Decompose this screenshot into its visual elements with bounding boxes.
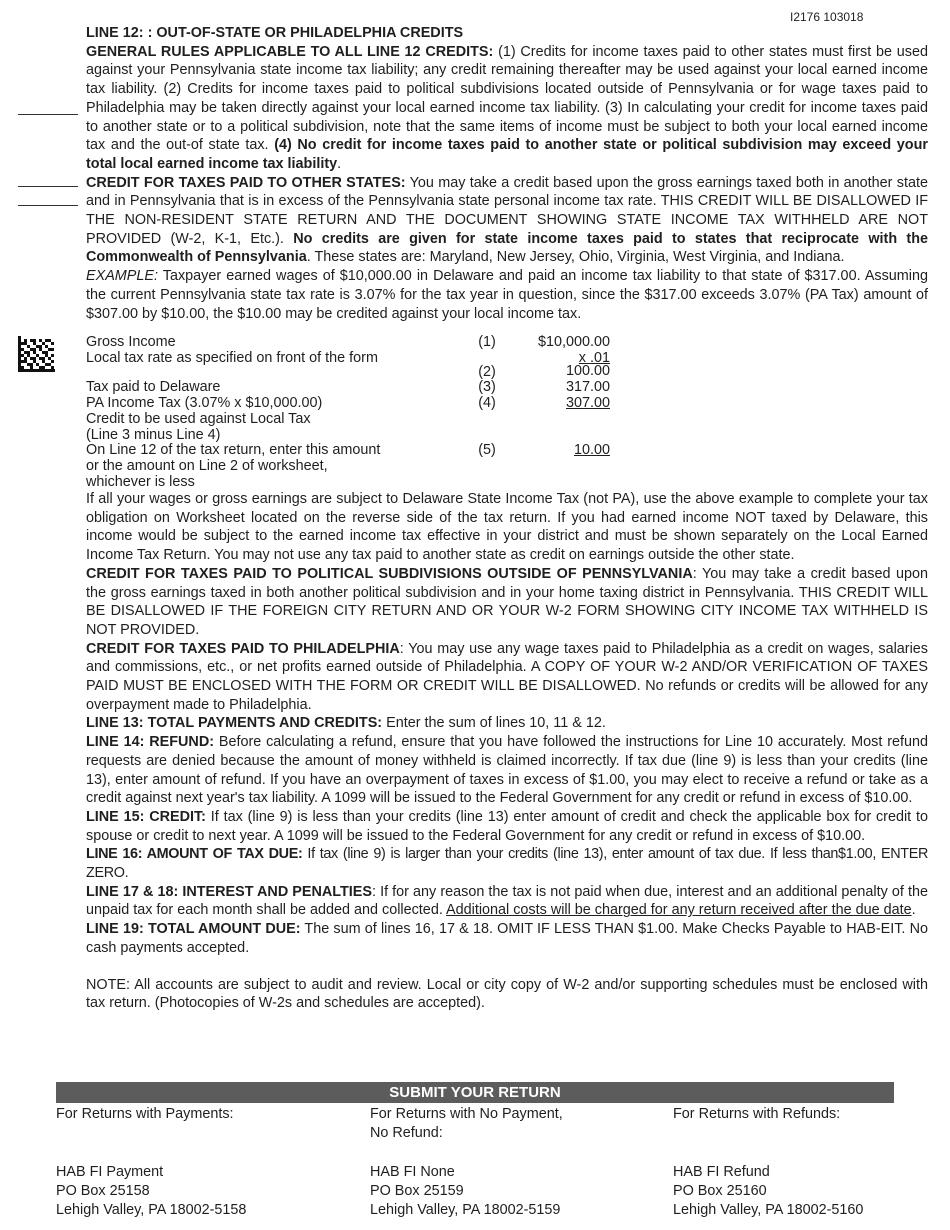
delaware-num: (3) [478, 379, 496, 395]
payments-box: PO Box 25158 [56, 1183, 150, 1200]
qr-code-icon [18, 336, 55, 372]
line1718-underline: Additional costs will be charged for any return received after the due date [446, 902, 912, 919]
local-rate-value: x .01 [578, 350, 610, 366]
refunds-city: Lehigh Valley, PA 18002-5160 [673, 1202, 864, 1219]
pa-tax-label: PA Income Tax (3.07% x $10,000.00) [86, 395, 323, 411]
payments-city: Lehigh Valley, PA 18002-5158 [56, 1202, 247, 1219]
no-payment-box: PO Box 25159 [370, 1183, 464, 1200]
line16-heading: LINE 16: AMOUNT OF TAX DUE: [86, 846, 303, 863]
gross-income-value: $10,000.00 [537, 334, 610, 350]
no-payment-heading-1: For Returns with No Payment, [370, 1106, 563, 1122]
line5-num: (5) [478, 442, 496, 458]
gross-income-label: Gross Income [86, 334, 176, 350]
address-no-payment [370, 1105, 650, 1221]
line5-label-3: whichever is less [86, 474, 195, 490]
other-states-heading: CREDIT FOR TAXES PAID TO OTHER STATES: [86, 174, 406, 191]
philadelphia-text: : You may use any wage taxes paid to Philadelphia as a credit on wages, salaries and commissions, etc., or net profits earned outside of Philadelphia. A COPY OF YOUR W-2 AND/OR VERIFICATION OF TAXES PAID MUST BE ENCLOSED WITH THE FORM OR CREDIT WILL BE DISALLOWED. No refunds or credits will be allowed for any overpayment made to Philadelphia. [86, 640, 928, 713]
line19-heading: LINE 19: TOTAL AMOUNT DUE: [86, 921, 301, 938]
line15-text: If tax (line 9) is less than your credits (line 13) enter amount of credit and check the applicable box for credit to spouse or credit to next year. A 1099 will be issued to the Federal Government for any credit or refund in excess of $10.00. [86, 808, 928, 844]
delaware-label: Tax paid to Delaware [86, 379, 221, 395]
payments-name: HAB FI Payment [56, 1163, 164, 1180]
no-payment-city: Lehigh Valley, PA 18002-5159 [370, 1202, 561, 1219]
instructions-body [86, 490, 928, 1013]
line5-label-2: or the amount on Line 2 of worksheet, [86, 458, 328, 474]
subdivisions-text: : You may take a credit based upon the gross earnings taxed in both another political subdivision and in your home taxing district in Pennsylvania. THIS CREDIT WILL BE DISALLOWED IF THE FOREIGN CITY RETURN AND OR YOUR W-2 FORM SHOWING CITY INCOME TAX WITHHELD IS NOT PROVIDED. [86, 565, 928, 638]
general-rules-heading: GENERAL RULES APPLICABLE TO ALL LINE 12 CREDITS: [86, 43, 494, 60]
other-states-bold: No credits are given for state income taxes paid to states that reciprocate with the Commonwealth of Pennsylvania [86, 230, 928, 266]
example-label: EXAMPLE: [86, 268, 158, 285]
general-rules-text: (1) Credits for income taxes paid to other states must first be used against your Pennsylvania state income tax liability; any credit remaining thereafter may be used against your local earned income tax liability. (2) Credits for income taxes paid to political subdivisions located outside of Pennsylvania or for wage taxes paid to Philadelphia may be taken directly against your local earned income tax liability. (3) In calculating your credit for income taxes paid to another state or to a political subdivision, note that the same items of income must be subject to both your local earned income tax and the out-of state tax. [86, 43, 928, 154]
crop-mark [18, 205, 78, 206]
delaware-paragraph: If all your wages or gross earnings are subject to Delaware State Income Tax (not PA), use the above example to complete your tax obligation on Worksheet located on the reverse side of the tax return. If you had earned income NOT taxed by Delaware, this income would be subject to the earned income tax effective in your district and must be shown separately on the Local Earned Income Tax Return. You may not use any tax paid to another state as credit on earnings outside the other state. [86, 491, 928, 564]
payments-heading: For Returns with Payments: [56, 1106, 234, 1122]
refunds-box: PO Box 25160 [673, 1183, 767, 1200]
refunds-name: HAB FI Refund [673, 1163, 770, 1180]
gross-income-num: (1) [478, 334, 496, 350]
credit-label-2: (Line 3 minus Line 4) [86, 427, 221, 443]
local-rate-label: Local tax rate as specified on front of the form [86, 350, 378, 366]
general-rules-bold: (4) No credit for income taxes paid to another state or political subdivision may exceed your total local earned income tax liability [86, 137, 928, 172]
no-payment-heading-2: No Refund: [370, 1125, 443, 1142]
line12-heading: LINE 12: : OUT-OF-STATE OR PHILADELPHIA CREDITS [86, 25, 464, 41]
form-id: I2176 103018 [790, 10, 864, 24]
example-text: Taxpayer earned wages of $10,000.00 in Delaware and paid an income tax liability to that state of $317.00. Assuming the current Pennsylvania state tax rate is 3.07% for the tax year in question, since the $317.00 exceeds 3.07% (PA Tax) amount of $307.00 by $10.00, the $10.00 may be credited against your local income tax. [86, 268, 928, 322]
line1718-end: . [911, 902, 916, 919]
line15-heading: LINE 15: CREDIT: [86, 808, 206, 825]
philadelphia-heading: CREDIT FOR TAXES PAID TO PHILADELPHIA [86, 640, 400, 657]
example-table [86, 333, 626, 493]
pa-tax-num: (4) [478, 395, 496, 411]
line2-num: (2) [478, 364, 496, 380]
other-states-text: You may take a credit based upon the gross earnings taxed both in another state and in Pennsylvania that is in excess of the Pennsylvania state personal income tax rate. THIS CREDIT WILL BE DISALLOWED IF THE NON-RESIDENT STATE RETURN AND THE DOCUMENT SHOWING STATE INCOME TAX WITHHELD ARE NOT PROVIDED (W-2, K-1, Etc.). [86, 174, 928, 247]
crop-mark [18, 114, 78, 115]
address-payments [56, 1105, 336, 1221]
line19-text: The sum of lines 16, 17 & 18. OMIT IF LESS THAN $1.00. Make Checks Payable to HAB-EIT. No cash payments accepted. [86, 921, 928, 956]
pa-tax-value: 307.00 [565, 395, 610, 411]
line2-value: 100.00 [565, 363, 610, 379]
submit-return-banner: SUBMIT YOUR RETURN [56, 1082, 894, 1103]
line12-section [86, 24, 928, 323]
refunds-heading: For Returns with Refunds: [673, 1106, 841, 1122]
note-paragraph: NOTE: All accounts are subject to audit and review. Local or city copy of W-2 and/or supporting schedules must be enclosed with tax return. (Photocopies of W-2s and schedules are accepted). [86, 976, 928, 1012]
line14-heading: LINE 14: REFUND: [86, 734, 215, 751]
line14-text: Before calculating a refund, ensure that you have followed the instructions for Line 10 accurately. Most refund requests are denied because the amount of money withheld is claimed incorrectly. If tax due (line 9) is less than your credits (line 13), enter amount of refund. If you have an overpayment of taxes in excess of $1.00, you may elect to receive a refund or take as a credit against next year's tax liability. A 1099 will be issued to the Federal Government for any credit or refund in excess of $10.00. [86, 734, 928, 807]
crop-mark [18, 186, 78, 187]
line13-text: Enter the sum of lines 10, 11 & 12. [382, 715, 606, 732]
credit-label-1: Credit to be used against Local Tax [86, 411, 311, 427]
line5-label-1: On Line 12 of the tax return, enter this amount [86, 442, 381, 458]
no-payment-name: HAB FI None [370, 1163, 455, 1180]
line5-value: 10.00 [573, 442, 610, 458]
other-states-end: . These states are: Maryland, New Jersey, Ohio, Virginia, West Virginia, and Indiana. [306, 249, 845, 266]
general-rules-end: . [337, 155, 342, 172]
line1718-text: : If for any reason the tax is not paid when due, interest and an additional penalty of the unpaid tax for each month shall be added and collected. [86, 883, 928, 919]
address-refunds [673, 1105, 950, 1221]
line16-text: If tax (line 9) is larger than your credits (line 13), enter amount of tax due. If less than$1.00, ENTER ZERO. [86, 846, 929, 882]
line13-heading: LINE 13: TOTAL PAYMENTS AND CREDITS: [86, 715, 383, 732]
line1718-heading: LINE 17 & 18: INTEREST AND PENALTIES [86, 883, 372, 900]
subdivisions-heading: CREDIT FOR TAXES PAID TO POLITICAL SUBDIVISIONS OUTSIDE OF PENNSYLVANIA [86, 565, 693, 582]
delaware-value: 317.00 [565, 379, 610, 395]
